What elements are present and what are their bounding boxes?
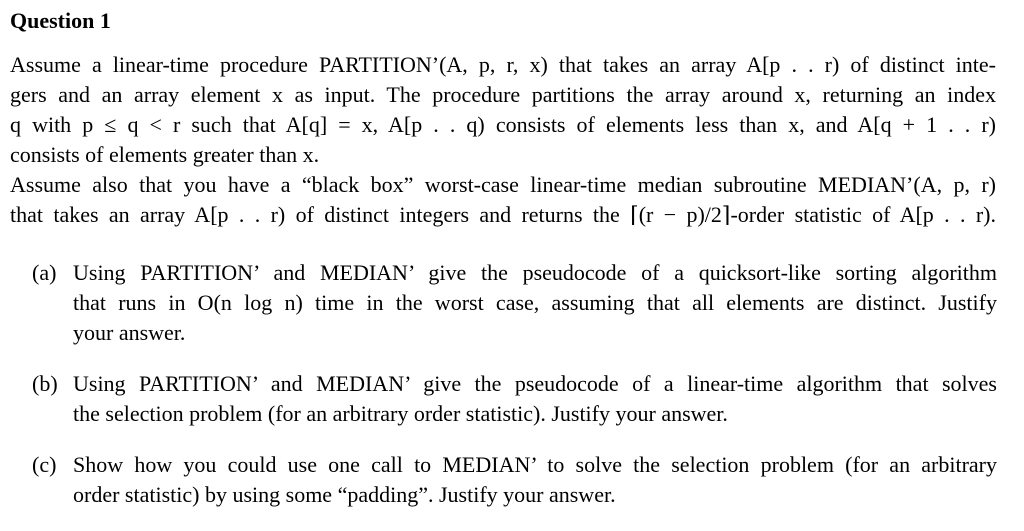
- part-c-line: Show how you could use one call to MEDIAN’ to solve the selection problem (for an arbitrary: [73, 452, 997, 477]
- part-c-line: order statistic) by using some “padding”. Justify your answer.: [73, 482, 616, 507]
- part-b-line: Using PARTITION’ and MEDIAN’ give the pseudocode of a linear-time algorithm that solves: [73, 371, 997, 396]
- part-b-label: (b): [32, 371, 58, 396]
- intro-line: gers and an array element x as input. The procedure partitions the array around x, returning an index: [10, 82, 996, 107]
- intro-line: consists of elements greater than x.: [10, 142, 320, 167]
- part-c-label: (c): [32, 452, 57, 477]
- question-title: Question 1: [10, 8, 111, 33]
- part-a-line: Using PARTITION’ and MEDIAN’ give the pseudocode of a quicksort-like sorting algorithm: [73, 260, 997, 285]
- intro-line: Assume also that you have a “black box” worst-case linear-time median subroutine MEDIAN’(A, p, r): [10, 172, 996, 197]
- intro-line: q with p ≤ q < r such that A[q] = x, A[p . . q) consists of elements less than x, and A[q + 1 . . r): [10, 112, 996, 137]
- part-a-label: (a): [32, 260, 57, 285]
- part-b-line: the selection problem (for an arbitrary order statistic). Justify your answer.: [73, 401, 728, 426]
- part-a-line: that runs in O(n log n) time in the worst case, assuming that all elements are distinct. Justify: [73, 290, 997, 315]
- part-a-line: your answer.: [73, 320, 186, 345]
- intro-line: Assume a linear-time procedure PARTITION’(A, p, r, x) that takes an array A[p . . r) of distinct inte-: [10, 52, 996, 77]
- intro-line: that takes an array A[p . . r) of distinct integers and returns the ⌈(r − p)/2⌉-order statistic of A[p . . r).: [10, 202, 996, 227]
